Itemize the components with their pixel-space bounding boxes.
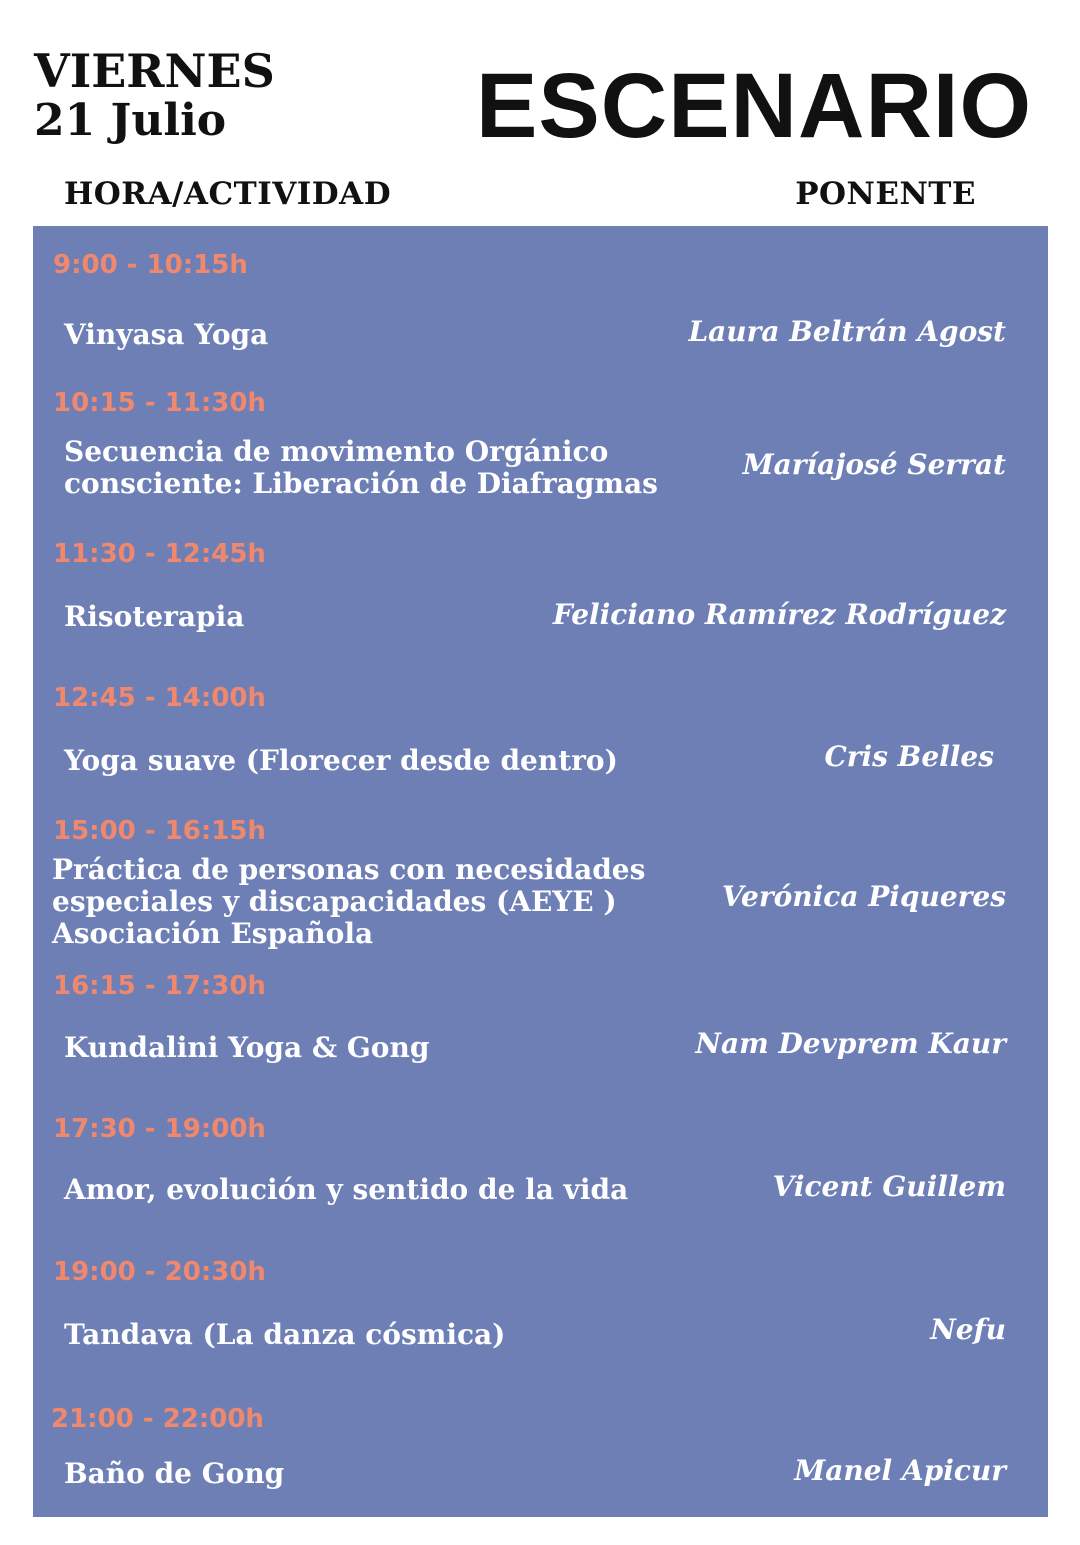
session-speaker: Verónica Piqueres <box>721 880 1006 913</box>
session-activity-line: Práctica de personas con necesidades <box>52 853 646 886</box>
session-activity: Risoterapia <box>64 600 245 633</box>
column-header-activity: HORA/ACTIVIDAD <box>64 176 392 212</box>
session-speaker: Nefu <box>930 1313 1006 1346</box>
day-name: VIERNES <box>34 44 275 98</box>
session-speaker: Cris Belles <box>824 740 994 773</box>
session-activity: Baño de Gong <box>64 1457 285 1490</box>
session-time: 12:45 - 14:00h <box>53 683 266 713</box>
session-time: 17:30 - 19:00h <box>53 1114 266 1144</box>
session-activity: Amor, evolución y sentido de la vida <box>64 1173 629 1206</box>
session-time: 11:30 - 12:45h <box>53 539 266 569</box>
session-time: 19:00 - 20:30h <box>53 1257 266 1287</box>
session-speaker: Laura Beltrán Agost <box>688 315 1006 348</box>
session-speaker: Manel Apicur <box>794 1454 1006 1487</box>
session-activity-line: Asociación Española <box>52 917 374 950</box>
session-speaker: Vicent Guillem <box>772 1170 1006 1203</box>
session-activity-line: Secuencia de movimento Orgánico <box>64 435 609 468</box>
column-header-speaker: PONENTE <box>795 176 976 212</box>
session-activity: Yoga suave (Florecer desde dentro) <box>64 744 618 777</box>
session-time: 21:00 - 22:00h <box>51 1404 264 1434</box>
session-activity: Kundalini Yoga & Gong <box>64 1031 430 1064</box>
stage-title: ESCENARIO <box>476 55 1032 157</box>
session-speaker: Nam Devprem Kaur <box>695 1027 1006 1060</box>
session-speaker: Feliciano Ramírez Rodríguez <box>552 598 1006 631</box>
session-time: 16:15 - 17:30h <box>53 971 266 1001</box>
session-activity-line: especiales y discapacidades (AEYE ) <box>52 885 617 918</box>
session-activity: Tandava (La danza cósmica) <box>64 1318 506 1351</box>
session-speaker: Maríajosé Serrat <box>742 448 1006 481</box>
session-activity: Vinyasa Yoga <box>64 318 269 351</box>
session-time: 10:15 - 11:30h <box>53 388 266 418</box>
schedule-panel <box>33 226 1048 1517</box>
session-time: 9:00 - 10:15h <box>53 250 248 280</box>
day-heading <box>34 46 275 146</box>
day-date: 21 Julio <box>34 95 227 146</box>
session-time: 15:00 - 16:15h <box>53 816 266 846</box>
session-activity-line: consciente: Liberación de Diafragmas <box>64 467 658 500</box>
